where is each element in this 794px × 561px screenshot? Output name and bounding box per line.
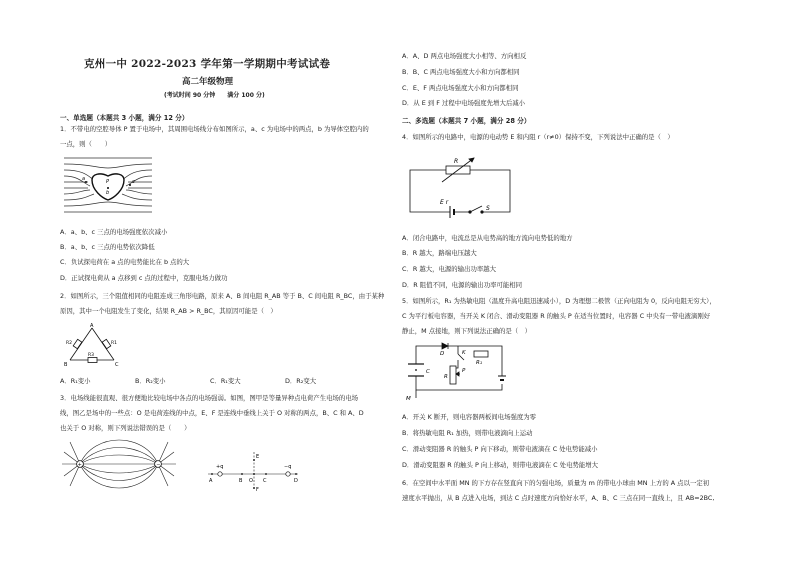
q2-stem-line1: 2．如图所示，三个阻值相同的电阻连成三角形电路，原来 A、B 间电阻 R_AB 等于 B、C 间电阻 R_BC，由于某种 <box>60 292 385 300</box>
q1-label-p: P <box>106 179 110 185</box>
q2-label-c: C <box>115 362 119 368</box>
q4-label-e: E r <box>440 199 449 206</box>
q4-label-r: R <box>454 158 459 165</box>
q3-option-d: D．从 E 到 F 过程中电场强度先增大后减小 <box>402 99 526 107</box>
q1-label-c: c <box>132 179 135 185</box>
q4-circuit <box>406 152 514 222</box>
q5-label-d: D <box>440 351 445 357</box>
q5-label-c: C <box>426 369 430 375</box>
q5-option-d: D．滑动变阻器 R 的触头 P 向上移动，则带电液滴在 C 处电势能增大 <box>402 461 599 469</box>
q3-label-c: C <box>263 478 267 484</box>
q5-label-k: K <box>462 350 466 356</box>
q1-option-c: C．负试探电荷在 a 点的电势能比在 b 点的大 <box>60 258 190 266</box>
q2-option-c: C．R₁变大 <box>210 377 241 385</box>
q2-label-r1: R2 <box>66 341 72 346</box>
q2-label-r2: R1 <box>111 341 117 346</box>
q4-option-b: B．R 越大，路端电压越大 <box>402 249 477 257</box>
q1-option-d: D．正试探电荷从 a 点移到 c 点的过程中，克服电场力做功 <box>60 274 228 282</box>
q3-dipole-field-figure <box>60 438 178 490</box>
q3-label-o: O <box>249 478 253 484</box>
q3-label-minus-q: −q <box>284 464 292 470</box>
q5-option-b: B．将热敏电阻 R₁ 加热，则带电液滴向上运动 <box>402 429 533 437</box>
q2-label-r3: R3 <box>88 353 94 358</box>
q1-label-b: b <box>106 190 110 196</box>
q3-label-a: A <box>209 478 213 484</box>
q2-label-b: B <box>64 362 68 368</box>
svg-text:−: − <box>156 462 161 468</box>
q6-stem-line1: 6．在空间中水平面 MN 的下方存在竖直向下的匀强电场，质量为 m 的带电小球由 MN 上方的 A 点以一定初 <box>402 479 710 487</box>
q3-label-b: B <box>239 478 243 484</box>
q5-stem-line3: 静止，M 点接地，则下列说法正确的是（ ） <box>402 327 531 335</box>
q5-stem-line2: C 为平行板电容器，当开关 K 闭合、滑动变阻器 R 的触头 P 在适当位置时，电容器 C 中央有一带电液滴刚好 <box>402 312 711 320</box>
q3-label-plus-q: +q <box>216 464 224 470</box>
exam-title: 克州一中 2022-2023 学年第一学期期中考试试卷 <box>84 58 331 70</box>
q4-option-c: C．R 越大，电源的输出功率越大 <box>402 265 497 273</box>
q4-option-a: A．闭合电路中，电流总是从电势高的地方流向电势低的地方 <box>402 234 573 242</box>
exam-subtitle: 高二年级物理 <box>182 77 234 87</box>
svg-text:+: + <box>77 462 82 468</box>
q5-label-m: M <box>406 396 411 402</box>
q3-label-e: E <box>256 454 260 460</box>
q1-option-b: B．a、b、c 三点的电势依次降低 <box>60 243 155 251</box>
q3-stem-line3: 也关于 O 对称，则下列说法错误的是（ ） <box>60 424 191 432</box>
section-single-choice-heading: 一、单选题（本题共 3 小题，满分 12 分） <box>60 114 189 122</box>
q3-option-c: C．E、F 两点电场强度大小和方向都相同 <box>402 84 519 92</box>
q5-label-r1: R₁ <box>476 360 483 366</box>
q5-label-r: R <box>444 374 448 380</box>
q1-stem-line2: 一点，则（ ） <box>60 140 112 148</box>
section-multi-choice-heading: 二、多选题（本题共 7 小题，满分 28 分） <box>402 117 531 125</box>
q5-label-p: P <box>462 368 466 374</box>
q3-stem-line2: 线，图乙是场中的一些点：O 是电荷连线的中点，E、F 是连线中垂线上关于 O 对称的两点，B、C 和 A、D <box>60 409 364 417</box>
q2-triangle-circuit <box>64 322 120 368</box>
q2-option-a: A．R₁变小 <box>60 377 91 385</box>
q2-label-a: A <box>90 323 94 329</box>
q5-circuit <box>402 340 514 402</box>
q3-stem-line1: 3．电场线能很直观、很方便地比较电场中各点的电场强弱。如图，图甲是等量异种点电荷产生电场的电场 <box>60 394 359 402</box>
q3-option-a: A．A、D 两点电场强度大小相等、方向相反 <box>402 52 527 60</box>
q6-stem-line2: 速度水平抛出，从 B 点进入电场，到达 C 点时速度方向恰好水平，A、B、C 三点在同一直线上，且 AB=2BC, <box>402 494 715 502</box>
q3-label-f: F <box>256 487 259 492</box>
q2-stem-line2: 原因，其中一个电阻发生了变化，结果 R_AB > R_BC，其原因可能是（ ） <box>60 307 277 315</box>
q4-label-s: S <box>486 205 490 212</box>
q1-field-figure <box>62 152 154 220</box>
q2-option-d: D．R₂变大 <box>285 377 317 385</box>
q2-option-b: B．R₂变小 <box>135 377 166 385</box>
exam-meta: (考试时间 90 分钟 满分 100 分) <box>164 92 265 99</box>
q5-option-c: C．滑动变阻器 R 的触头 P 向下移动，则带电液滴在 C 处电势能减小 <box>402 445 598 453</box>
q4-option-d: D．R 阻值不同，电源的输出功率可能相同 <box>402 281 523 289</box>
q3-label-d: D <box>294 478 298 484</box>
q3-points-figure <box>206 446 302 492</box>
q5-option-a: A．开关 K 断开，则电容器两板间电场强度为零 <box>402 413 537 421</box>
q4-stem: 4．如图所示的电路中，电源的电动势 E 和内阻 r（r≠0）保持不变，下列说法中正确的是（ ） <box>402 133 674 141</box>
q5-stem-line1: 5．如图所示，R₁ 为热敏电阻（温度升高电阻迅速减小），D 为理想二极管（正向电阻为 0，反向电阻无穷大）， <box>402 297 716 305</box>
q1-option-a: A．a、b、c 三点的电场强度依次减小 <box>60 228 168 236</box>
q1-label-a: a <box>82 176 86 182</box>
q1-stem-line1: 1．不带电的空腔导体 P 置于电场中，其周围电场线分布如图所示，a、c 为电场中的两点，b 为导体空腔内的 <box>60 125 369 133</box>
q3-option-b: B．B、C 两点电场强度大小和方向都相同 <box>402 68 520 76</box>
